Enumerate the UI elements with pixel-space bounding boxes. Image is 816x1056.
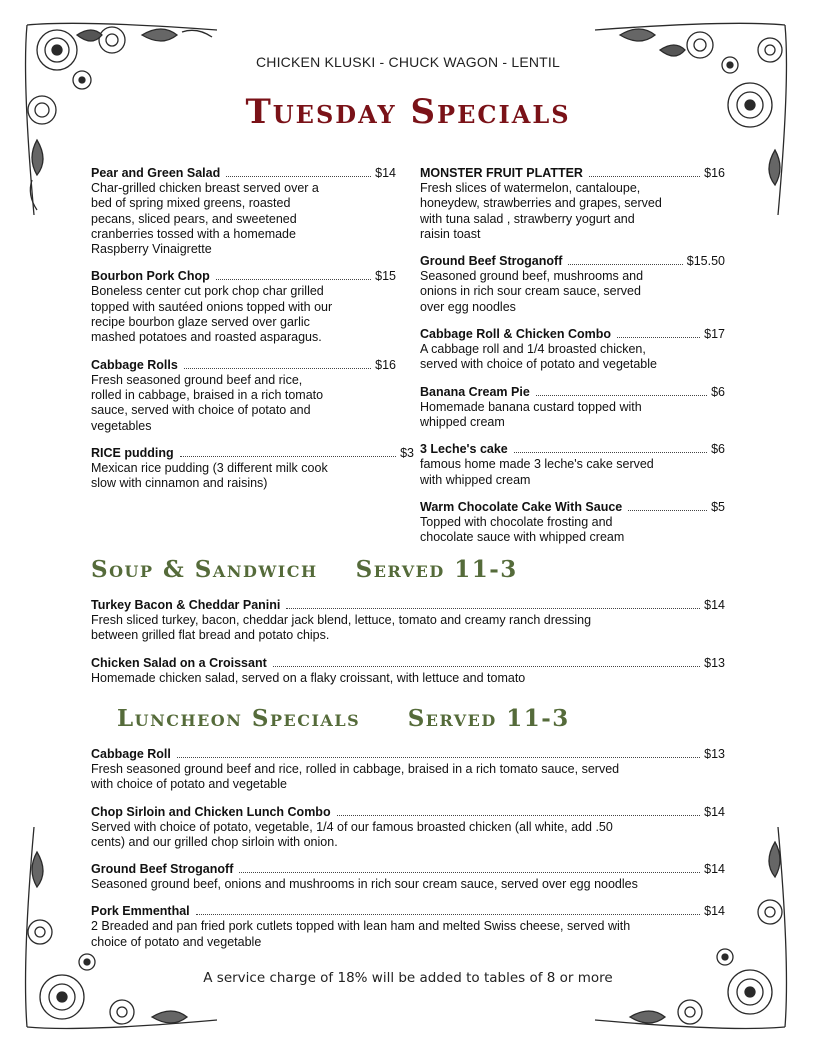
item-price: $6: [711, 384, 725, 399]
item-description: 2 Breaded and pan fried pork cutlets topped with lean ham and melted Swiss cheese, served with choice of potato and vegetable: [91, 919, 631, 949]
leader-dots: [180, 456, 396, 457]
leader-dots: [589, 176, 700, 177]
menu-item: [420, 254, 725, 315]
leader-dots: [514, 452, 707, 453]
item-name: Cabbage Roll: [91, 747, 171, 761]
item-name: Chop Sirloin and Chicken Lunch Combo: [91, 804, 331, 819]
section-served-hours: Served 11-3: [355, 556, 518, 583]
item-price: $15.50: [686, 254, 725, 269]
item-price: $3: [400, 445, 414, 460]
item-name: Banana Cream Pie: [420, 384, 530, 399]
item-price: $15: [375, 269, 396, 284]
item-description: famous home made 3 leche's cake served with whipped cream: [420, 457, 654, 487]
menu-item: [420, 166, 725, 242]
item-description: Seasoned ground beef, mushrooms and onions in rich sour cream sauce, served over egg noodles: [420, 269, 644, 314]
menu-item: [91, 805, 725, 851]
item-description: Fresh sliced turkey, bacon, cheddar jack blend, lettuce, tomato and creamy ranch dressing between grilled flat bread and potato chips.: [91, 613, 592, 643]
item-description: Mexican rice pudding (3 different milk cook slow with cinnamon and raisins): [91, 460, 328, 491]
item-name: Warm Chocolate Cake With Sauce: [420, 499, 623, 514]
item-name: Ground Beef Stroganoff: [91, 862, 234, 877]
item-description: A cabbage roll and 1/4 broasted chicken, served with choice of potato and vegetable: [420, 342, 657, 372]
item-price: $6: [711, 442, 725, 457]
item-price: $5: [711, 499, 725, 514]
leader-dots: [273, 666, 700, 667]
menu-item: [91, 747, 725, 793]
service-charge-note: A service charge of 18% will be added to tables of 8 or more: [203, 970, 613, 986]
menu-item: [91, 446, 414, 492]
leader-dots: [226, 176, 371, 177]
luncheon-heading: [117, 705, 816, 732]
specials-right-column: [420, 166, 725, 557]
item-name: Cabbage Roll & Chicken Combo: [420, 327, 611, 342]
specials-left-column: [91, 166, 414, 503]
menu-item: [91, 598, 725, 644]
soups-of-the-day: CHICKEN KLUSKI - CHUCK WAGON - LENTIL: [255, 54, 561, 70]
item-name: Pear and Green Salad: [91, 166, 221, 180]
leader-dots: [337, 815, 701, 816]
item-name: Cabbage Rolls: [91, 357, 178, 372]
item-name: Turkey Bacon & Cheddar Panini: [91, 598, 281, 612]
item-description: Char-grilled chicken breast served over a bed of spring mixed greens, roasted pecans, sliced pears, and sweetened cranberries tossed with a homemade Raspberry Vinaigrette: [91, 181, 319, 257]
menu-item: [420, 442, 725, 488]
leader-dots: [617, 337, 700, 338]
item-description: Fresh slices of watermelon, cantaloupe, honeydew, strawberries and grapes, served with tuna salad , strawberry yogurt and raisin toast: [420, 181, 662, 241]
leader-dots: [286, 608, 700, 609]
item-name: Chicken Salad on a Croissant: [91, 655, 267, 670]
leader-dots: [239, 872, 700, 873]
item-description: Boneless center cut pork chop char grilled topped with sautéed onions topped with our recipe bourbon glaze served over garlic mashed potatoes and roasted asparagus.: [91, 284, 333, 345]
item-price: $14: [375, 166, 396, 180]
item-price: $14: [704, 598, 725, 612]
item-name: Pork Emmenthal: [91, 904, 190, 919]
soup-sandwich-heading: [91, 556, 816, 583]
leader-dots: [216, 279, 371, 280]
item-name: 3 Leche's cake: [420, 442, 508, 457]
luncheon-list: [91, 747, 725, 962]
item-price: $14: [704, 804, 725, 819]
section-served-hours: Served 11-3: [407, 705, 570, 732]
item-price: $16: [704, 166, 725, 180]
leader-dots: [536, 395, 707, 396]
menu-item: [91, 656, 725, 686]
item-name: Bourbon Pork Chop: [91, 269, 210, 284]
menu-item: [91, 358, 396, 434]
item-description: Homemade chicken salad, served on a flaky croissant, with lettuce and tomato: [91, 670, 526, 685]
page-title: Tuesday Specials: [245, 92, 571, 132]
item-name: MONSTER FRUIT PLATTER: [420, 166, 583, 180]
item-description: Seasoned ground beef, onions and mushrooms in rich sour cream sauce, served over egg noodles: [91, 877, 638, 892]
menu-item: [420, 327, 725, 373]
menu-item: [91, 166, 396, 257]
menu-item: [420, 500, 725, 546]
menu-item: [420, 385, 725, 431]
item-description: Served with choice of potato, vegetable, 1/4 of our famous broasted chicken (all white, add .50 cents) and our grilled chop sirloin with onion.: [91, 819, 613, 849]
menu-item: [91, 862, 725, 892]
item-description: Homemade banana custard topped with whipped cream: [420, 399, 642, 429]
soup-sandwich-list: [91, 598, 725, 698]
item-description: Fresh seasoned ground beef and rice, rolled in cabbage, braised in a rich tomato sauce, served with choice of potato and vegetable: [91, 762, 620, 792]
leader-dots: [184, 368, 371, 369]
leader-dots: [196, 914, 701, 915]
section-title: Soup & Sandwich: [91, 556, 318, 583]
leader-dots: [177, 757, 700, 758]
item-name: Ground Beef Stroganoff: [420, 254, 563, 269]
item-price: $13: [704, 655, 725, 670]
item-price: $14: [704, 904, 725, 919]
leader-dots: [628, 510, 707, 511]
menu-item: [91, 269, 396, 345]
menu-item: [91, 904, 725, 950]
item-price: $14: [704, 862, 725, 877]
item-price: $17: [704, 327, 725, 342]
item-price: $16: [375, 357, 396, 372]
leader-dots: [568, 264, 682, 265]
item-price: $13: [704, 747, 725, 761]
section-title: Luncheon Specials: [117, 705, 361, 732]
item-description: Fresh seasoned ground beef and rice, rolled in cabbage, braised in a rich tomato sauce, served with choice of potato and vegetables: [91, 372, 324, 433]
item-description: Topped with chocolate frosting and chocolate sauce with whipped cream: [420, 514, 625, 545]
item-name: RICE pudding: [91, 445, 174, 460]
